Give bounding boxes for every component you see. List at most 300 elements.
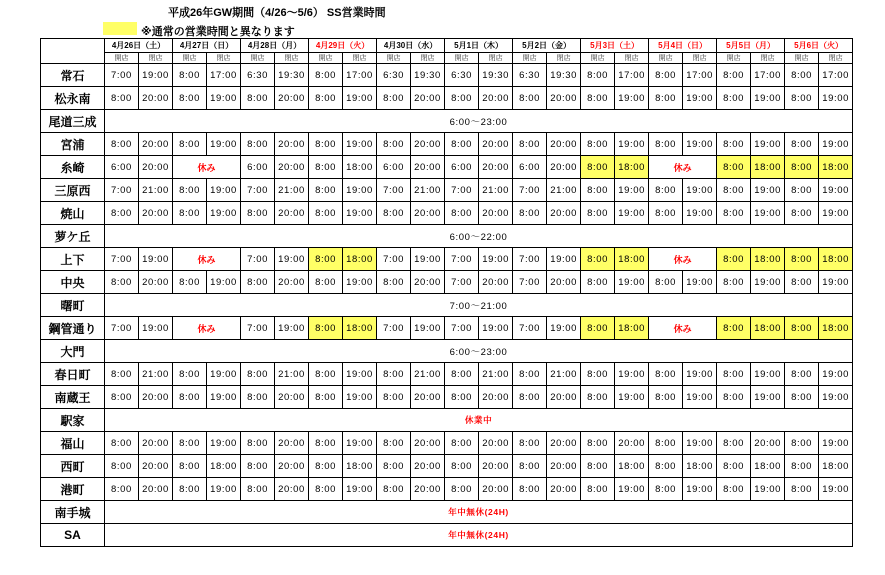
close-time: 19:00	[207, 363, 241, 386]
close-time: 19:00	[751, 271, 785, 294]
station-row	[41, 432, 853, 455]
close-time: 19:00	[683, 432, 717, 455]
open-time: 8:00	[513, 432, 547, 455]
open-label: 開店	[241, 53, 275, 64]
open-time: 8:00	[717, 317, 751, 340]
close-time: 19:00	[139, 64, 173, 87]
close-time: 20:00	[139, 455, 173, 478]
open-time: 8:00	[785, 432, 819, 455]
open-time: 7:00	[445, 317, 479, 340]
close-time: 18:00	[615, 248, 649, 271]
close-time: 19:00	[683, 271, 717, 294]
close-time: 18:00	[343, 455, 377, 478]
close-time: 20:00	[275, 271, 309, 294]
close-time: 19:00	[819, 478, 853, 501]
close-time: 20:00	[547, 432, 581, 455]
close-time: 20:00	[479, 156, 513, 179]
close-time: 19:00	[751, 133, 785, 156]
open-time: 8:00	[717, 386, 751, 409]
open-time: 8:00	[173, 271, 207, 294]
close-time: 20:00	[479, 271, 513, 294]
close-time: 20:00	[275, 156, 309, 179]
close-time: 19:00	[683, 87, 717, 110]
close-time: 20:00	[275, 432, 309, 455]
open-time: 8:00	[309, 317, 343, 340]
close-label: 閉店	[343, 53, 377, 64]
legend-text: ※通常の営業時間と異なります	[141, 26, 295, 38]
open-time: 8:00	[717, 432, 751, 455]
open-time: 8:00	[173, 455, 207, 478]
all-day-hours: 年中無休(24H)	[105, 501, 853, 524]
close-time: 20:00	[547, 478, 581, 501]
close-time: 19:00	[207, 179, 241, 202]
close-time: 18:00	[343, 248, 377, 271]
open-time: 8:00	[445, 87, 479, 110]
open-time: 8:00	[105, 455, 139, 478]
open-time: 8:00	[309, 478, 343, 501]
close-time: 18:00	[343, 156, 377, 179]
close-time: 19:00	[683, 202, 717, 225]
open-time: 8:00	[581, 87, 615, 110]
open-time: 8:00	[173, 179, 207, 202]
open-time: 8:00	[581, 64, 615, 87]
station-row	[41, 225, 853, 248]
close-time: 20:00	[547, 202, 581, 225]
open-close-header-row	[41, 53, 853, 64]
open-time: 7:00	[241, 248, 275, 271]
close-time: 20:00	[139, 87, 173, 110]
close-time: 19:00	[751, 202, 785, 225]
close-time: 20:00	[275, 478, 309, 501]
all-day-hours: 7:00～21:00	[105, 294, 853, 317]
open-time: 6:00	[105, 156, 139, 179]
open-time: 8:00	[377, 478, 411, 501]
station-row	[41, 363, 853, 386]
open-time: 8:00	[785, 271, 819, 294]
close-label: 閉店	[139, 53, 173, 64]
station-name: 南手城	[41, 501, 105, 524]
date-header: 4月26日（土）	[105, 39, 173, 53]
page-title: 平成26年GW期間（4/26～5/6） SS営業時間	[168, 7, 386, 19]
close-time: 19:00	[683, 133, 717, 156]
open-time: 8:00	[581, 133, 615, 156]
open-time: 8:00	[445, 202, 479, 225]
close-time: 19:00	[411, 317, 445, 340]
open-time: 8:00	[105, 271, 139, 294]
open-time: 8:00	[241, 87, 275, 110]
close-time: 19:00	[683, 363, 717, 386]
close-time: 20:00	[411, 202, 445, 225]
open-time: 6:00	[377, 156, 411, 179]
open-time: 8:00	[309, 271, 343, 294]
open-time: 7:00	[105, 248, 139, 271]
open-time: 8:00	[105, 87, 139, 110]
open-time: 7:00	[377, 248, 411, 271]
close-label: 閉店	[411, 53, 445, 64]
open-label: 開店	[581, 53, 615, 64]
close-time: 19:00	[479, 248, 513, 271]
close-time: 18:00	[615, 317, 649, 340]
close-time: 19:00	[751, 478, 785, 501]
close-time: 18:00	[615, 455, 649, 478]
close-time: 19:30	[411, 64, 445, 87]
all-day-hours: 年中無休(24H)	[105, 524, 853, 547]
close-time: 19:00	[819, 363, 853, 386]
open-time: 8:00	[717, 202, 751, 225]
station-name: 尾道三成	[41, 110, 105, 133]
close-time: 19:00	[819, 133, 853, 156]
open-time: 8:00	[649, 271, 683, 294]
open-time: 8:00	[173, 64, 207, 87]
station-row	[41, 110, 853, 133]
open-label: 開店	[309, 53, 343, 64]
open-time: 8:00	[785, 64, 819, 87]
station-name: 松永南	[41, 87, 105, 110]
close-time: 18:00	[683, 455, 717, 478]
close-time: 21:00	[479, 179, 513, 202]
station-name: 駅家	[41, 409, 105, 432]
open-time: 8:00	[649, 133, 683, 156]
open-time: 8:00	[377, 386, 411, 409]
close-time: 19:00	[615, 87, 649, 110]
open-time: 6:30	[513, 64, 547, 87]
open-time: 8:00	[173, 363, 207, 386]
open-time: 8:00	[785, 363, 819, 386]
close-time: 20:00	[411, 271, 445, 294]
open-time: 8:00	[377, 432, 411, 455]
open-time: 8:00	[581, 271, 615, 294]
close-time: 20:00	[139, 432, 173, 455]
open-time: 8:00	[513, 386, 547, 409]
close-time: 18:00	[751, 156, 785, 179]
close-time: 20:00	[411, 432, 445, 455]
open-time: 7:00	[445, 179, 479, 202]
close-time: 20:00	[547, 271, 581, 294]
open-time: 8:00	[513, 202, 547, 225]
close-time: 20:00	[275, 202, 309, 225]
close-time: 20:00	[275, 455, 309, 478]
close-time: 20:00	[547, 386, 581, 409]
open-time: 8:00	[241, 386, 275, 409]
close-time: 19:30	[479, 64, 513, 87]
open-time: 8:00	[241, 133, 275, 156]
open-time: 8:00	[581, 317, 615, 340]
close-time: 19:00	[615, 179, 649, 202]
close-time: 18:00	[751, 455, 785, 478]
station-name: 西町	[41, 455, 105, 478]
close-time: 19:00	[343, 133, 377, 156]
close-time: 20:00	[479, 386, 513, 409]
close-label: 閉店	[819, 53, 853, 64]
station-row	[41, 202, 853, 225]
date-header: 5月4日（日）	[649, 39, 717, 53]
close-time: 19:00	[683, 478, 717, 501]
open-label: 開店	[785, 53, 819, 64]
closed-day: 休み	[173, 248, 241, 271]
closed-day: 休み	[173, 317, 241, 340]
close-time: 21:00	[411, 363, 445, 386]
open-time: 6:30	[377, 64, 411, 87]
open-time: 8:00	[717, 156, 751, 179]
close-time: 19:00	[819, 432, 853, 455]
close-time: 20:00	[547, 133, 581, 156]
open-label: 開店	[105, 53, 139, 64]
open-time: 7:00	[513, 179, 547, 202]
open-time: 8:00	[785, 248, 819, 271]
close-time: 19:30	[275, 64, 309, 87]
close-time: 17:00	[683, 64, 717, 87]
close-time: 20:00	[411, 87, 445, 110]
open-time: 6:00	[513, 156, 547, 179]
open-time: 7:00	[513, 248, 547, 271]
open-time: 8:00	[717, 455, 751, 478]
close-time: 19:00	[343, 478, 377, 501]
open-time: 8:00	[173, 478, 207, 501]
close-time: 18:00	[751, 317, 785, 340]
close-time: 19:00	[207, 202, 241, 225]
open-time: 8:00	[309, 432, 343, 455]
close-time: 19:00	[615, 386, 649, 409]
close-time: 19:00	[615, 202, 649, 225]
date-header: 5月3日（土）	[581, 39, 649, 53]
station-row	[41, 294, 853, 317]
close-time: 18:00	[819, 317, 853, 340]
open-time: 8:00	[377, 87, 411, 110]
open-time: 8:00	[309, 87, 343, 110]
close-time: 20:00	[411, 478, 445, 501]
open-time: 7:00	[445, 271, 479, 294]
open-time: 6:30	[445, 64, 479, 87]
open-time: 7:00	[241, 317, 275, 340]
open-time: 8:00	[105, 363, 139, 386]
station-row	[41, 87, 853, 110]
close-time: 19:00	[343, 87, 377, 110]
station-name: 上下	[41, 248, 105, 271]
open-time: 8:00	[309, 455, 343, 478]
close-time: 20:00	[547, 455, 581, 478]
open-time: 8:00	[377, 455, 411, 478]
close-time: 20:00	[275, 386, 309, 409]
all-day-hours: 6:00～23:00	[105, 110, 853, 133]
date-header: 5月1日（木）	[445, 39, 513, 53]
open-time: 8:00	[377, 363, 411, 386]
open-time: 8:00	[309, 248, 343, 271]
close-time: 20:00	[411, 156, 445, 179]
open-time: 8:00	[581, 248, 615, 271]
station-row	[41, 501, 853, 524]
open-time: 7:00	[513, 271, 547, 294]
closed-day: 休み	[649, 156, 717, 179]
close-time: 20:00	[275, 133, 309, 156]
open-label: 開店	[173, 53, 207, 64]
station-row	[41, 248, 853, 271]
open-time: 8:00	[785, 202, 819, 225]
close-time: 19:00	[207, 87, 241, 110]
close-time: 18:00	[343, 317, 377, 340]
open-time: 8:00	[649, 202, 683, 225]
close-time: 19:00	[343, 386, 377, 409]
close-time: 19:00	[751, 87, 785, 110]
close-time: 19:00	[207, 432, 241, 455]
open-time: 8:00	[105, 478, 139, 501]
close-time: 20:00	[479, 432, 513, 455]
open-time: 8:00	[173, 386, 207, 409]
station-row	[41, 179, 853, 202]
close-time: 18:00	[819, 156, 853, 179]
station-name: 曙町	[41, 294, 105, 317]
open-time: 6:00	[241, 156, 275, 179]
open-time: 8:00	[717, 248, 751, 271]
close-time: 19:00	[207, 478, 241, 501]
open-time: 8:00	[241, 478, 275, 501]
station-row	[41, 340, 853, 363]
close-time: 19:00	[343, 432, 377, 455]
close-time: 17:00	[207, 64, 241, 87]
open-time: 8:00	[581, 478, 615, 501]
close-time: 19:00	[207, 133, 241, 156]
station-row	[41, 478, 853, 501]
open-time: 8:00	[717, 363, 751, 386]
close-time: 19:00	[343, 179, 377, 202]
open-time: 8:00	[309, 133, 343, 156]
close-time: 19:30	[547, 64, 581, 87]
close-time: 20:00	[479, 478, 513, 501]
open-time: 8:00	[513, 478, 547, 501]
station-name: 焼山	[41, 202, 105, 225]
close-time: 19:00	[683, 386, 717, 409]
close-time: 19:00	[615, 271, 649, 294]
date-header-row	[41, 39, 853, 53]
open-time: 8:00	[241, 455, 275, 478]
open-time: 8:00	[717, 87, 751, 110]
close-time: 21:00	[547, 179, 581, 202]
close-time: 20:00	[139, 133, 173, 156]
open-time: 8:00	[309, 156, 343, 179]
station-row	[41, 156, 853, 179]
open-time: 7:00	[105, 179, 139, 202]
station-row	[41, 64, 853, 87]
close-time: 20:00	[479, 133, 513, 156]
open-time: 8:00	[445, 133, 479, 156]
open-time: 8:00	[649, 87, 683, 110]
open-time: 8:00	[649, 386, 683, 409]
station-row	[41, 317, 853, 340]
close-time: 18:00	[819, 248, 853, 271]
open-time: 8:00	[241, 432, 275, 455]
corner-cell	[41, 39, 105, 64]
close-time: 19:00	[751, 386, 785, 409]
open-time: 8:00	[377, 271, 411, 294]
close-time: 19:00	[547, 317, 581, 340]
close-time: 21:00	[411, 179, 445, 202]
open-time: 8:00	[649, 432, 683, 455]
open-label: 開店	[717, 53, 751, 64]
open-time: 7:00	[377, 179, 411, 202]
legend-swatch	[103, 22, 137, 35]
close-time: 20:00	[411, 455, 445, 478]
open-time: 8:00	[241, 271, 275, 294]
close-time: 21:00	[139, 363, 173, 386]
open-time: 8:00	[513, 455, 547, 478]
close-time: 19:00	[819, 271, 853, 294]
open-time: 6:00	[445, 156, 479, 179]
close-time: 18:00	[207, 455, 241, 478]
open-time: 8:00	[649, 179, 683, 202]
station-name: 萝ケ丘	[41, 225, 105, 248]
open-time: 8:00	[649, 363, 683, 386]
close-time: 20:00	[479, 455, 513, 478]
close-time: 20:00	[139, 478, 173, 501]
close-time: 21:00	[547, 363, 581, 386]
open-label: 開店	[513, 53, 547, 64]
date-header: 5月2日（金）	[513, 39, 581, 53]
close-label: 閉店	[275, 53, 309, 64]
open-time: 8:00	[377, 133, 411, 156]
close-time: 19:00	[819, 386, 853, 409]
closed-day: 休み	[173, 156, 241, 179]
open-time: 8:00	[649, 64, 683, 87]
close-label: 閉店	[683, 53, 717, 64]
station-name: 三原西	[41, 179, 105, 202]
close-time: 19:00	[683, 179, 717, 202]
open-time: 8:00	[445, 455, 479, 478]
open-time: 8:00	[581, 363, 615, 386]
close-label: 閉店	[547, 53, 581, 64]
open-time: 8:00	[717, 64, 751, 87]
open-time: 8:00	[309, 64, 343, 87]
close-time: 20:00	[411, 386, 445, 409]
all-day-hours: 休業中	[105, 409, 853, 432]
open-time: 7:00	[105, 317, 139, 340]
open-time: 8:00	[717, 478, 751, 501]
open-time: 8:00	[309, 179, 343, 202]
open-time: 8:00	[173, 87, 207, 110]
open-time: 8:00	[445, 432, 479, 455]
close-time: 17:00	[819, 64, 853, 87]
station-name: 大門	[41, 340, 105, 363]
close-time: 17:00	[751, 64, 785, 87]
open-time: 8:00	[105, 432, 139, 455]
open-time: 8:00	[717, 133, 751, 156]
closed-day: 休み	[649, 248, 717, 271]
close-time: 20:00	[411, 133, 445, 156]
open-time: 7:00	[513, 317, 547, 340]
close-time: 19:00	[139, 317, 173, 340]
schedule-table-body	[41, 39, 853, 547]
station-name: 港町	[41, 478, 105, 501]
open-time: 8:00	[173, 133, 207, 156]
station-name: 福山	[41, 432, 105, 455]
close-time: 19:00	[207, 386, 241, 409]
close-time: 19:00	[343, 202, 377, 225]
open-time: 8:00	[241, 202, 275, 225]
open-time: 8:00	[785, 478, 819, 501]
close-time: 20:00	[139, 156, 173, 179]
open-time: 7:00	[445, 248, 479, 271]
close-time: 20:00	[275, 87, 309, 110]
date-header: 4月30日（水）	[377, 39, 445, 53]
open-time: 8:00	[513, 87, 547, 110]
close-time: 20:00	[615, 432, 649, 455]
close-time: 18:00	[615, 156, 649, 179]
close-time: 19:00	[615, 133, 649, 156]
station-name: 宮浦	[41, 133, 105, 156]
open-time: 8:00	[581, 202, 615, 225]
open-time: 8:00	[445, 363, 479, 386]
open-time: 8:00	[173, 202, 207, 225]
open-time: 8:00	[309, 363, 343, 386]
date-header: 4月27日（日）	[173, 39, 241, 53]
